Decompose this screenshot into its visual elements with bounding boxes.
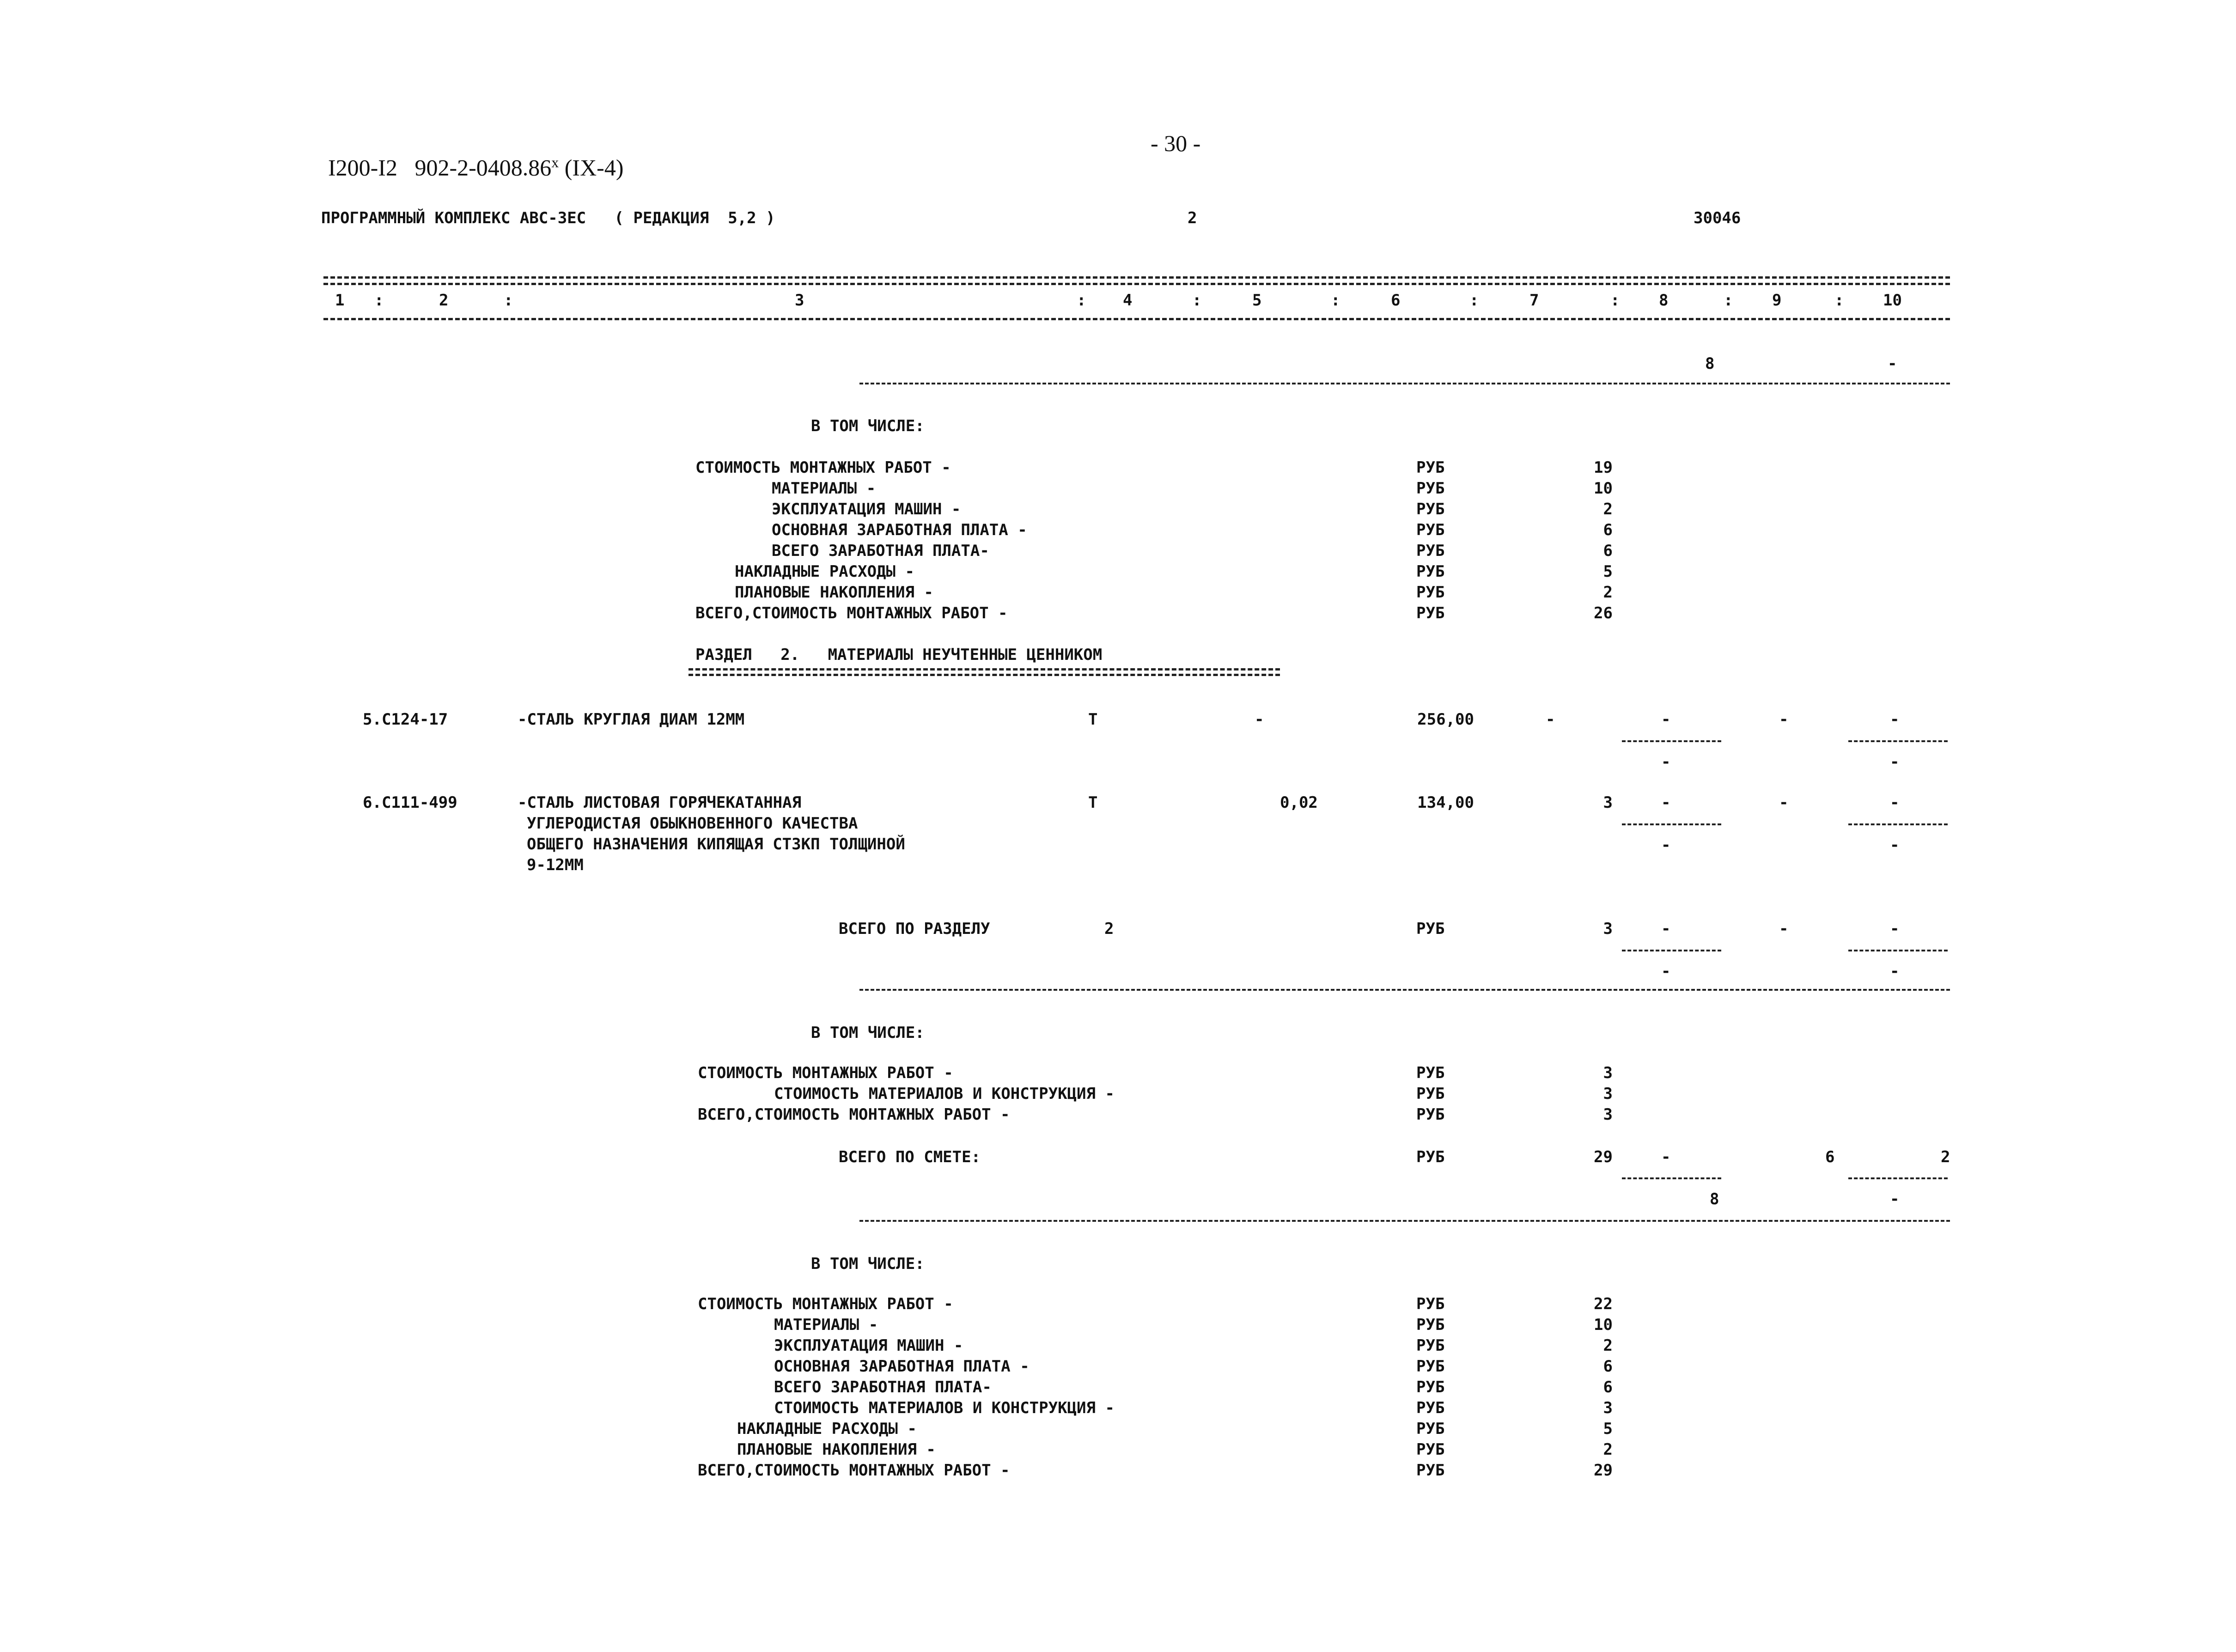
- cost-row-unit: РУБ: [1416, 479, 1445, 498]
- item-code: 6.С111-499: [363, 793, 457, 812]
- item-col7: 3: [1603, 793, 1613, 812]
- cost-row-value: 3: [1603, 1064, 1613, 1082]
- item-col9: -: [1779, 793, 1789, 812]
- cost-row-value: 3: [1603, 1105, 1613, 1124]
- section-title: РАЗДЕЛ 2. МАТЕРИАЛЫ НЕУЧТЕННЫЕ ЦЕННИКОМ: [695, 646, 1103, 664]
- cost-row-label: СТОИМОСТЬ МОНТАЖНЫХ РАБОТ -: [698, 1295, 953, 1313]
- estimate-total-unit: РУБ: [1416, 1148, 1445, 1166]
- cost-row-label: ЭКСПЛУАТАЦИЯ МАШИН -: [774, 1336, 963, 1355]
- item-code: 5.С124-17: [363, 710, 448, 729]
- section-total-col10: -: [1890, 920, 1900, 938]
- cost-row-label: НАКЛАДНЫЕ РАСХОДЫ -: [737, 1420, 917, 1438]
- item-unit: Т: [1088, 710, 1098, 729]
- cost-row-label: ВСЕГО,СТОИМОСТЬ МОНТАЖНЫХ РАБОТ -: [698, 1105, 1010, 1124]
- cost-row-value: 29: [1594, 1461, 1613, 1480]
- cost-row-unit: РУБ: [1416, 1316, 1445, 1334]
- cost-row-label: ОСНОВНАЯ ЗАРАБОТНАЯ ПЛАТА -: [774, 1357, 1030, 1376]
- item-col8-rule: [1622, 740, 1721, 742]
- section-total-col8-rule: [1622, 950, 1721, 951]
- cost-row-value: 2: [1603, 583, 1613, 602]
- page-number: - 30 -: [1151, 130, 1201, 156]
- cost-row-label: ОСНОВНАЯ ЗАРАБОТНАЯ ПЛАТА -: [772, 521, 1027, 539]
- cost-row-value: 5: [1603, 1420, 1613, 1438]
- item-name-line: УГЛЕРОДИСТАЯ ОБЫКНОВЕННОГО КАЧЕСТВА: [527, 814, 858, 833]
- estimate-total-rule: [859, 1220, 1950, 1222]
- column-number: 8: [1659, 291, 1669, 310]
- estimate-heading: В ТОМ ЧИСЛЕ:: [811, 1255, 925, 1273]
- cost-row-unit: РУБ: [1416, 1399, 1445, 1417]
- cost-row-unit: РУБ: [1416, 604, 1445, 622]
- item-price: 256,00: [1417, 710, 1474, 729]
- program-title: ПРОГРАММНЫЙ КОМПЛЕКС АВС-3ЕС ( РЕДАКЦИЯ 5,2 ): [321, 209, 775, 227]
- cost-row-label: МАТЕРИАЛЫ -: [772, 479, 876, 498]
- cost-row-unit: РУБ: [1416, 1420, 1445, 1438]
- estimate-total-col8-sub: 8: [1710, 1190, 1719, 1208]
- cost-row-value: 10: [1594, 1316, 1613, 1334]
- section-total-col7: 3: [1603, 920, 1613, 938]
- document-code-superscript: x: [551, 154, 559, 171]
- section2-heading: В ТОМ ЧИСЛЕ:: [811, 1024, 925, 1042]
- estimate-total-col8: -: [1661, 1148, 1671, 1166]
- column-number: 6: [1391, 291, 1401, 310]
- column-separator: :: [1077, 291, 1086, 310]
- carry-col8: 8: [1705, 354, 1715, 373]
- cost-row-label: СТОИМОСТЬ МОНТАЖНЫХ РАБОТ -: [698, 1064, 953, 1082]
- document-code-suffix: (IX-4): [559, 154, 624, 181]
- item-col10-rule: [1848, 740, 1948, 742]
- item-col8-rule: [1622, 823, 1721, 825]
- column-separator: :: [504, 291, 513, 310]
- item-price: 134,00: [1417, 793, 1474, 812]
- item-col10: -: [1890, 793, 1900, 812]
- item-qty: 0,02: [1280, 793, 1318, 812]
- cost-row-label: ЭКСПЛУАТАЦИЯ МАШИН -: [772, 500, 961, 518]
- column-separator: :: [1469, 291, 1479, 310]
- column-number: 2: [439, 291, 449, 310]
- cost-row-unit: РУБ: [1416, 1295, 1445, 1313]
- cost-row-label: СТОИМОСТЬ МАТЕРИАЛОВ И КОНСТРУКЦИЯ -: [774, 1399, 1115, 1417]
- section-total-col8: -: [1661, 920, 1671, 938]
- cost-row-value: 3: [1603, 1085, 1613, 1103]
- block1-heading: В ТОМ ЧИСЛЕ:: [811, 417, 925, 435]
- column-number: 3: [795, 291, 804, 310]
- column-separator: :: [1724, 291, 1733, 310]
- cost-row-unit: РУБ: [1416, 500, 1445, 518]
- column-separator: :: [1834, 291, 1844, 310]
- item-col8: -: [1661, 710, 1671, 729]
- program-number: 2: [1188, 209, 1197, 227]
- cost-row-unit: РУБ: [1416, 1064, 1445, 1082]
- cost-row-value: 3: [1603, 1399, 1613, 1417]
- section-total-col10-rule: [1848, 950, 1948, 951]
- section-title-underline: [688, 668, 1280, 671]
- cost-row-value: 6: [1603, 521, 1613, 539]
- document-code: [317, 132, 623, 179]
- column-separator: :: [1610, 291, 1620, 310]
- column-separator: :: [1331, 291, 1340, 310]
- cost-row-value: 22: [1594, 1295, 1613, 1313]
- column-number: 4: [1123, 291, 1133, 310]
- item-name-line: -СТАЛЬ ЛИСТОВАЯ ГОРЯЧЕКАТАННАЯ: [518, 793, 802, 812]
- column-number: 7: [1529, 291, 1539, 310]
- item-qty: -: [1255, 710, 1264, 729]
- cost-row-value: 19: [1594, 458, 1613, 477]
- cost-row-label: ПЛАНОВЫЕ НАКОПЛЕНИЯ -: [735, 583, 933, 602]
- item-col10-sub: -: [1890, 753, 1900, 771]
- cost-row-label: ВСЕГО ЗАРАБОТНАЯ ПЛАТА-: [774, 1378, 992, 1396]
- estimate-total-col8-rule: [1622, 1177, 1721, 1179]
- estimate-total-label: ВСЕГО ПО СМЕТЕ:: [839, 1148, 981, 1166]
- column-number: 10: [1883, 291, 1902, 310]
- cost-row-value: 10: [1594, 479, 1613, 498]
- section-total-col8-sub: -: [1661, 962, 1671, 981]
- cost-row-label: НАКЛАДНЫЕ РАСХОДЫ -: [735, 562, 914, 581]
- cost-row-value: 6: [1603, 1378, 1613, 1396]
- cost-row-unit: РУБ: [1416, 1440, 1445, 1459]
- cost-row-value: 26: [1594, 604, 1613, 622]
- section-total-rule: [859, 989, 1950, 991]
- cost-row-value: 5: [1603, 562, 1613, 581]
- column-number: 5: [1252, 291, 1262, 310]
- cost-row-value: 2: [1603, 1336, 1613, 1355]
- item-col10-sub: -: [1890, 836, 1900, 854]
- cost-row-value: 2: [1603, 1440, 1613, 1459]
- item-unit: Т: [1088, 793, 1098, 812]
- item-col8-sub: -: [1661, 836, 1671, 854]
- block1-rule: [859, 383, 1950, 384]
- estimate-total-col9: 6: [1825, 1148, 1835, 1166]
- cost-row-unit: РУБ: [1416, 458, 1445, 477]
- item-col10-rule: [1848, 823, 1948, 825]
- column-separator: :: [374, 291, 384, 310]
- estimate-total-col10-sub: -: [1890, 1190, 1900, 1208]
- cost-row-value: 2: [1603, 500, 1613, 518]
- estimate-total-col7: 29: [1594, 1148, 1613, 1166]
- cost-row-value: 6: [1603, 542, 1613, 560]
- item-col9: -: [1779, 710, 1789, 729]
- item-name-line: 9-12ММ: [527, 856, 584, 874]
- cost-row-unit: РУБ: [1416, 542, 1445, 560]
- cost-row-label: СТОИМОСТЬ МОНТАЖНЫХ РАБОТ -: [695, 458, 951, 477]
- item-col10: -: [1890, 710, 1900, 729]
- section-total-number: 2: [1104, 920, 1114, 938]
- section-total-unit: РУБ: [1416, 920, 1445, 938]
- header-rule-top: [323, 276, 1950, 279]
- cost-row-label: ВСЕГО ЗАРАБОТНАЯ ПЛАТА-: [772, 542, 989, 560]
- document-code-text: I200-I2 902-2-0408.86: [328, 154, 552, 181]
- cost-row-value: 6: [1603, 1357, 1613, 1376]
- section-total-col9: -: [1779, 920, 1789, 938]
- cost-row-label: МАТЕРИАЛЫ -: [774, 1316, 878, 1334]
- program-code: 30046: [1694, 209, 1741, 227]
- cost-row-label: ПЛАНОВЫЕ НАКОПЛЕНИЯ -: [737, 1440, 936, 1459]
- cost-row-unit: РУБ: [1416, 1085, 1445, 1103]
- cost-row-unit: РУБ: [1416, 1378, 1445, 1396]
- section-title-underline-2: [688, 674, 1280, 676]
- item-col8-sub: -: [1661, 753, 1671, 771]
- item-name-line: -СТАЛЬ КРУГЛАЯ ДИАМ 12ММ: [518, 710, 745, 729]
- item-col8: -: [1661, 793, 1671, 812]
- estimate-total-col10-rule: [1848, 1177, 1948, 1179]
- cost-row-unit: РУБ: [1416, 1105, 1445, 1124]
- header-rule-bottom: [323, 318, 1950, 320]
- cost-row-unit: РУБ: [1416, 1461, 1445, 1480]
- cost-row-unit: РУБ: [1416, 562, 1445, 581]
- item-name-line: ОБЩЕГО НАЗНАЧЕНИЯ КИПЯЩАЯ СТ3КП ТОЛЩИНОЙ: [527, 835, 905, 853]
- cost-row-label: ВСЕГО,СТОИМОСТЬ МОНТАЖНЫХ РАБОТ -: [698, 1461, 1010, 1480]
- item-col7: -: [1546, 710, 1555, 729]
- cost-row-unit: РУБ: [1416, 1357, 1445, 1376]
- cost-row-label: СТОИМОСТЬ МАТЕРИАЛОВ И КОНСТРУКЦИЯ -: [774, 1085, 1115, 1103]
- column-separator: :: [1192, 291, 1202, 310]
- cost-row-unit: РУБ: [1416, 583, 1445, 602]
- section-total-col10-sub: -: [1890, 962, 1900, 981]
- cost-row-unit: РУБ: [1416, 521, 1445, 539]
- header-rule-top-2: [323, 283, 1950, 285]
- section-total-label: ВСЕГО ПО РАЗДЕЛУ: [839, 920, 990, 938]
- cost-row-label: ВСЕГО,СТОИМОСТЬ МОНТАЖНЫХ РАБОТ -: [695, 604, 1008, 622]
- cost-row-unit: РУБ: [1416, 1336, 1445, 1355]
- column-number: 1: [335, 291, 345, 310]
- carry-col10: -: [1888, 354, 1897, 373]
- column-number: 9: [1772, 291, 1782, 310]
- estimate-total-col10: 2: [1941, 1148, 1950, 1166]
